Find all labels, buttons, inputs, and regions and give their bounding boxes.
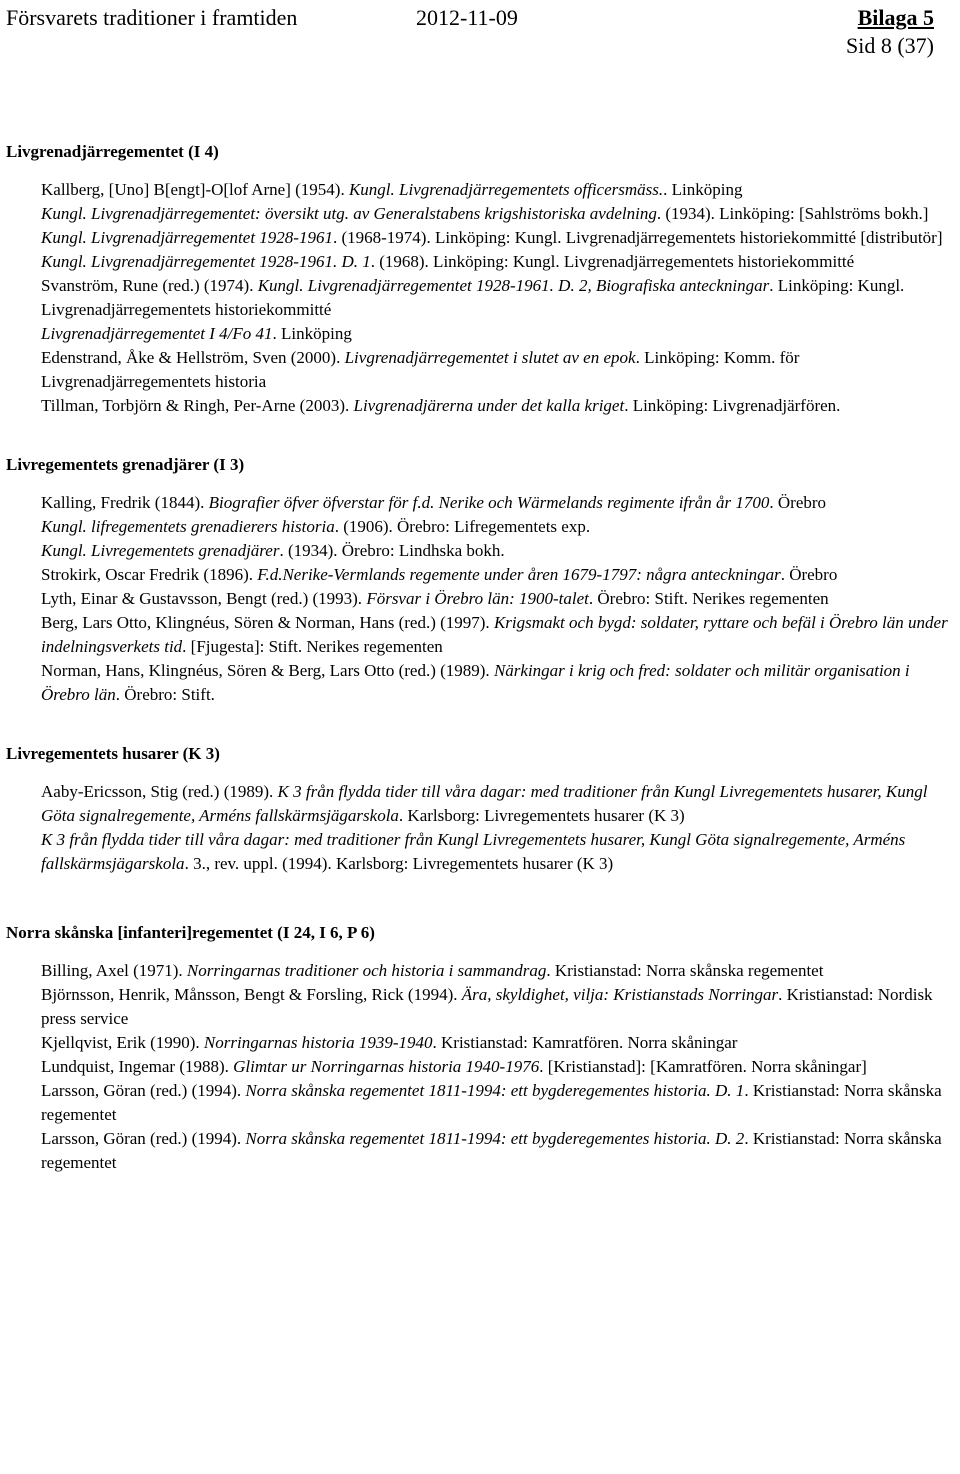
section-title: Livgrenadjärregementet (I 4): [6, 142, 219, 161]
bibliography-entry: [41, 491, 954, 515]
entry-text: . Kristianstad: Kamratfören. Norra skåningar: [432, 1033, 738, 1052]
entry-text: Lundquist, Ingemar (1988).: [41, 1057, 234, 1076]
entry-title-text: Försvar i Örebro län: 1900-talet: [366, 589, 589, 608]
page-number: Sid 8 (37): [846, 33, 934, 58]
bibliography-entry: [41, 250, 954, 274]
entry-title-text: Kungl. Livgrenadjärregementet: översikt utg. av Generalstabens krigshistoriska avdelning: [41, 204, 657, 223]
entry-title-text: Livgrenadjärregementet I 4/Fo 41: [41, 324, 273, 343]
entry-text: . Örebro: [769, 493, 827, 512]
bibliography-entry: [41, 959, 954, 983]
bibliography-entry: [41, 274, 954, 322]
bibliography-entry: [41, 322, 954, 346]
entry-text: . (1934). Linköping: [Sahlströms bokh.]: [656, 204, 929, 223]
bibliography-entry: [41, 394, 954, 418]
entry-text: . Linköping: [272, 324, 352, 343]
entry-title-text: K 3 från flydda tider till våra dagar: med traditioner från Kungl Livregementets husarer, Kungl Göta signalregemente, Arméns fallskärmsjägarskola: [41, 830, 906, 873]
entry-list: [41, 178, 954, 418]
entry-list: [41, 491, 954, 707]
section-livregementets-grenadjarer: [6, 453, 954, 707]
bibliography-entry: [41, 1127, 954, 1175]
entry-list: [41, 959, 954, 1175]
bibliography-entry: [41, 587, 954, 611]
bibliography-entry: [41, 202, 954, 226]
header-right: [846, 4, 934, 60]
section-title: Livregementets husarer (K 3): [6, 744, 220, 763]
entry-text: Strokirk, Oscar Fredrik (1896).: [41, 565, 258, 584]
entry-text: . [Kristianstad]: [Kamratfören. Norra skåningar]: [539, 1057, 867, 1076]
bibliography-entry: [41, 659, 954, 707]
entry-text: . Örebro: Stift.: [115, 685, 215, 704]
entry-title-text: Kungl. lifregementets grenadierers historia: [41, 517, 335, 536]
entry-text: . Karlsborg: Livregementets husarer (K 3): [398, 806, 685, 825]
entry-title-text: F.d.Nerike-Vermlands regemente under åren 1679-1797: några anteckningar: [257, 565, 781, 584]
entry-title-text: Livgrenadjärregementet i slutet av en epok: [344, 348, 636, 367]
entry-title-text: Kungl. Livregementets grenadjärer: [41, 541, 280, 560]
entry-text: Kalling, Fredrik (1844).: [41, 493, 209, 512]
entry-title-text: Livgrenadjärerna under det kalla kriget: [353, 396, 625, 415]
document-date: 2012-11-09: [416, 5, 518, 30]
entry-text: . Kristianstad: Norra skånska regementet: [41, 1129, 942, 1172]
entry-text: . Linköping: Livgrenadjärfören.: [624, 396, 841, 415]
entry-title-text: Kungl. Livgrenadjärregementets officersmäss.: [348, 180, 664, 199]
entry-text: Björnsson, Henrik, Månsson, Bengt & Forsling, Rick (1994).: [41, 985, 462, 1004]
bibliography: [6, 140, 954, 1175]
entry-text: . Örebro: Stift. Nerikes regementen: [588, 589, 829, 608]
entry-text: Kallberg, [Uno] B[engt]-O[lof Arne] (1954).: [41, 180, 349, 199]
entry-title-text: Norringarnas traditioner och historia i sammandrag: [186, 961, 547, 980]
entry-text: . Linköping: Komm. för Livgrenadjärregementets historia: [41, 348, 800, 391]
entry-title-text: K 3 från flydda tider till våra dagar: med traditioner från Kungl Livregementets husarer, Kungl Göta signalregemente, Arméns fallskärmsjägarskola: [41, 782, 928, 825]
entry-text: . Örebro: [780, 565, 838, 584]
entry-title-text: Glimtar ur Norringarnas historia 1940-1976: [233, 1057, 540, 1076]
entry-title-text: Närkingar i krig och fred: soldater och militär organisation i Örebro län: [41, 661, 910, 704]
entry-title-text: Kungl. Livgrenadjärregementet 1928-1961: [41, 228, 333, 247]
entry-text: . Kristianstad: Norra skånska regementet: [546, 961, 824, 980]
entry-text: . Linköping: Kungl. Livgrenadjärregementets historiekommitté: [41, 276, 905, 319]
appendix-label: Bilaga 5: [857, 5, 934, 30]
entry-text: . Linköping: [663, 180, 743, 199]
entry-text: . (1906). Örebro: Lifregementets exp.: [334, 517, 591, 536]
document-title: Försvarets traditioner i framtiden: [6, 5, 298, 30]
entry-text: . (1968-1974). Linköping: Kungl. Livgrenadjärregementets historiekommitté [distributör]: [332, 228, 943, 247]
bibliography-entry: [41, 539, 954, 563]
entry-text: Larsson, Göran (red.) (1994).: [41, 1081, 246, 1100]
section-livgrenadjar: [6, 140, 954, 418]
section-livregementets-husarer: [6, 742, 954, 876]
bibliography-entry: [41, 178, 954, 202]
entry-text: . 3., rev. uppl. (1994). Karlsborg: Livregementets husarer (K 3): [184, 854, 614, 873]
entry-text: . Kristianstad: Nordisk press service: [41, 985, 933, 1028]
section-norra-skanska: [6, 921, 954, 1175]
entry-text: Svanström, Rune (red.) (1974).: [41, 276, 258, 295]
entry-text: Berg, Lars Otto, Klingnéus, Sören & Norman, Hans (red.) (1997).: [41, 613, 494, 632]
bibliography-entry: [41, 226, 954, 250]
bibliography-entry: [41, 780, 954, 828]
entry-title-text: Norra skånska regementet 1811-1994: ett bygderegementes historia. D. 2: [245, 1129, 745, 1148]
entry-text: Aaby-Ericsson, Stig (red.) (1989).: [41, 782, 278, 801]
page-header: [6, 4, 934, 64]
entry-text: . [Fjugesta]: Stift. Nerikes regementen: [182, 637, 443, 656]
bibliography-entry: [41, 828, 954, 876]
bibliography-entry: [41, 346, 954, 394]
bibliography-entry: [41, 563, 954, 587]
entry-text: Norman, Hans, Klingnéus, Sören & Berg, Lars Otto (red.) (1989).: [41, 661, 494, 680]
bibliography-entry: [41, 1079, 954, 1127]
bibliography-entry: [41, 611, 954, 659]
entry-text: . Kristianstad: Norra skånska regementet: [41, 1081, 942, 1124]
section-title: Livregementets grenadjärer (I 3): [6, 455, 245, 474]
entry-text: Edenstrand, Åke & Hellström, Sven (2000).: [41, 348, 345, 367]
entry-text: . (1968). Linköping: Kungl. Livgrenadjärregementets historiekommitté: [370, 252, 855, 271]
entry-text: Billing, Axel (1971).: [41, 961, 187, 980]
bibliography-entry: [41, 515, 954, 539]
entry-text: Tillman, Torbjörn & Ringh, Per-Arne (2003).: [41, 396, 354, 415]
entry-title-text: Norringarnas historia 1939-1940: [203, 1033, 433, 1052]
entry-title-text: Kungl. Livgrenadjärregementet 1928-1961. D. 2, Biografiska anteckningar: [257, 276, 770, 295]
entry-list: [41, 780, 954, 876]
entry-text: Kjellqvist, Erik (1990).: [41, 1033, 204, 1052]
entry-text: Lyth, Einar & Gustavsson, Bengt (red.) (1993).: [41, 589, 367, 608]
entry-title-text: Ära, skyldighet, vilja: Kristianstads Norringar: [461, 985, 779, 1004]
entry-title-text: Kungl. Livgrenadjärregementet 1928-1961. D. 1: [41, 252, 371, 271]
bibliography-entry: [41, 983, 954, 1031]
section-title: Norra skånska [infanteri]regementet (I 24, I 6, P 6): [6, 923, 375, 942]
bibliography-entry: [41, 1031, 954, 1055]
entry-title-text: Krigsmakt och bygd: soldater, ryttare och befäl i Örebro län under indelningsverkets tid: [41, 613, 948, 656]
entry-text: . (1934). Örebro: Lindhska bokh.: [279, 541, 505, 560]
entry-title-text: Biografier öfver öfverstar för f.d. Nerike och Wärmelands regimente ifrån år 1700: [208, 493, 770, 512]
bibliography-entry: [41, 1055, 954, 1079]
entry-text: Larsson, Göran (red.) (1994).: [41, 1129, 246, 1148]
entry-title-text: Norra skånska regementet 1811-1994: ett bygderegementes historia. D. 1: [245, 1081, 745, 1100]
